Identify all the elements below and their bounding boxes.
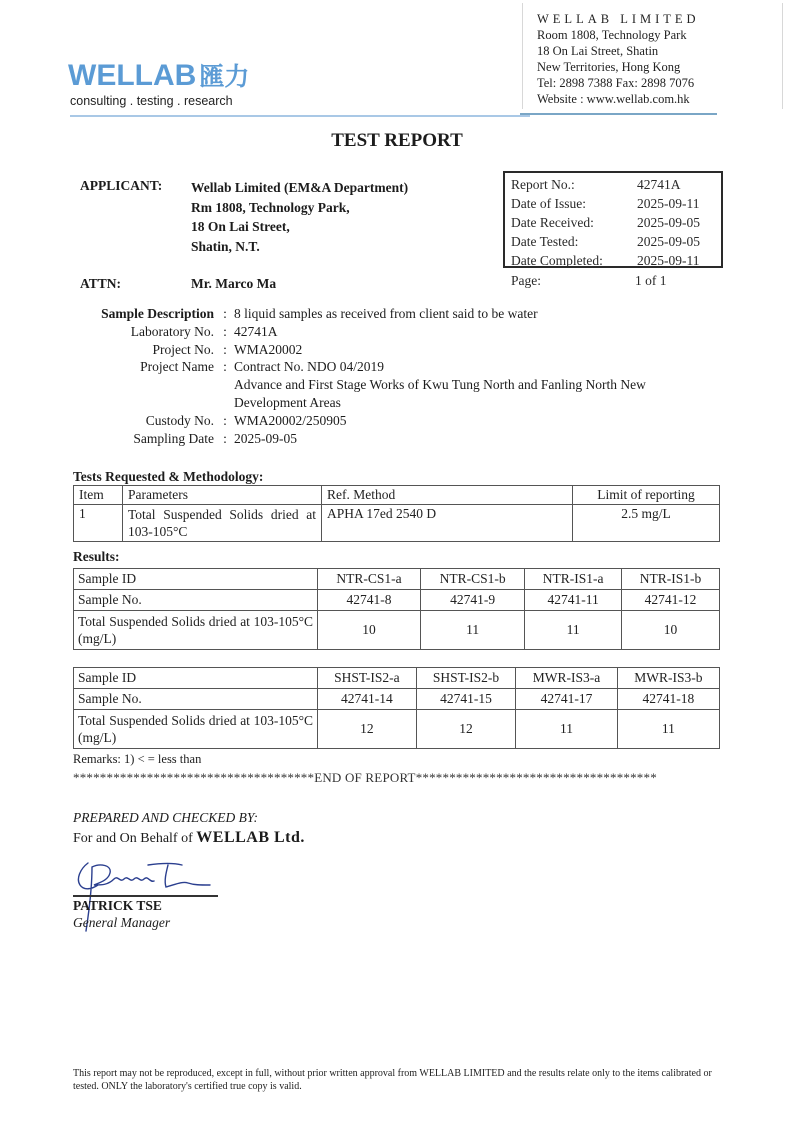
report-info-row: Date Completed: 2025-09-11 [511, 253, 700, 268]
sample-info-row: Project No. : WMA20002 [152, 341, 303, 357]
sample-info-row: Sampling Date : 2025-09-05 [133, 430, 297, 446]
limit-cell: 2.5 mg/L [573, 505, 720, 542]
sample-info-row: Sample Description : 8 liquid samples as received from client said to be water [101, 306, 538, 321]
table-row [74, 668, 720, 689]
tss-value-cell: 12 [416, 710, 516, 749]
applicant-line: Rm 1808, Technology Park, [191, 199, 350, 215]
sample-id-cell: SHST-IS2-b [416, 668, 516, 689]
applicant-line: Shatin, N.T. [191, 238, 260, 254]
tss-value-cell: 12 [318, 710, 417, 749]
table-row [74, 590, 720, 611]
row-label: Sample No. [74, 590, 318, 611]
sample-no-cell: 42741-17 [516, 689, 617, 710]
contact-line: Tel: 2898 7388 Fax: 2898 7076 [537, 76, 695, 90]
sample-id-cell: NTR-CS1-b [421, 569, 525, 590]
applicant-line: Wellab Limited (EM&A Department) [191, 180, 409, 195]
tss-value-cell: 10 [622, 611, 720, 650]
sample-no-cell: 42741-14 [318, 689, 417, 710]
sample-info-row: Project Name : Contract No. NDO 04/2019 [140, 359, 384, 375]
sample-id-cell: NTR-IS1-a [525, 569, 622, 590]
sample-no-cell: 42741-8 [318, 590, 421, 611]
results-table-2 [73, 667, 720, 749]
website-line: Website : www.wellab.com.hk [537, 92, 690, 106]
end-of-report: ************************************END OF REPORT************************************ [73, 770, 657, 785]
signature-line [73, 895, 218, 897]
results-table-1 [73, 568, 720, 650]
table-row [74, 505, 720, 542]
sample-id-cell: MWR-IS3-a [516, 668, 617, 689]
table-row [74, 710, 720, 749]
sample-no-cell: 42741-18 [617, 689, 719, 710]
tss-value-cell: 11 [617, 710, 719, 749]
column-header: Parameters [123, 486, 322, 505]
sample-no-cell: 42741-15 [416, 689, 516, 710]
report-info-row: Date of Issue: 2025-09-11 [511, 196, 700, 211]
row-label: Total Suspended Solids dried at 103-105°C (mg/L) [74, 710, 318, 749]
attn-label: ATTN: [80, 276, 122, 291]
table-row [74, 689, 720, 710]
address-divider [520, 113, 717, 115]
table-row [74, 569, 720, 590]
tests-table [73, 485, 720, 542]
sample-info [84, 305, 714, 447]
row-label: Sample ID [74, 569, 318, 590]
tss-value-cell: 11 [516, 710, 617, 749]
applicant-label: APPLICANT: [80, 178, 163, 193]
tss-value-cell: 11 [525, 611, 622, 650]
sample-no-cell: 42741-12 [622, 590, 720, 611]
row-label: Sample ID [74, 668, 318, 689]
sample-id-cell: NTR-IS1-b [622, 569, 720, 590]
logo-tagline: consulting . testing . research [70, 94, 233, 108]
applicant-address [191, 178, 408, 256]
column-header: Limit of reporting [573, 486, 720, 505]
page-title: TEST REPORT [331, 130, 463, 151]
sample-id-cell: MWR-IS3-b [617, 668, 719, 689]
table-header-row [74, 486, 720, 505]
company-address-block [537, 11, 700, 107]
signer-name: PATRICK TSE [73, 898, 162, 913]
sample-id-cell: SHST-IS2-a [318, 668, 417, 689]
remarks: Remarks: 1) < = less than [73, 752, 202, 766]
row-label: Sample No. [74, 689, 318, 710]
company-name: WELLAB LIMITED [537, 12, 700, 26]
report-info-row: Date Tested: 2025-09-05 [511, 234, 700, 249]
sample-info-row: Custody No. : WMA20002/250905 [145, 412, 347, 428]
address-box-right-edge [782, 3, 783, 109]
results-heading: Results: [73, 549, 120, 564]
footer-disclaimer: This report may not be reproduced, except in full, without prior written approval from WELLAB LIMITED and the results relate only to the items calibrated or tested. ONLY the laboratory's certified true copy is valid. [73, 1068, 712, 1092]
sample-info-row: Laboratory No. : 42741A [130, 323, 278, 339]
report-info-box [503, 171, 723, 268]
logo-text: WELLAB [68, 59, 197, 92]
tss-value-cell: 10 [318, 611, 421, 650]
sample-no-cell: 42741-11 [525, 590, 622, 611]
method-cell: APHA 17ed 2540 D [322, 505, 573, 542]
row-label: Total Suspended Solids dried at 103-105°C (mg/L) [74, 611, 318, 650]
address-line: New Territories, Hong Kong [537, 60, 681, 74]
header-divider [70, 115, 530, 117]
tests-heading: Tests Requested & Methodology: [73, 469, 264, 484]
on-behalf-line: For and On Behalf of WELLAB Ltd. [73, 829, 305, 846]
column-header: Ref. Method [322, 486, 573, 505]
address-box-left-edge [522, 3, 523, 109]
sample-info-row: Advance and First Stage Works of Kwu Tung North and Fanling North New Development Areas [234, 377, 646, 410]
prepared-by-label: PREPARED AND CHECKED BY: [73, 810, 258, 825]
logo-cjk-text: 匯力 [199, 63, 250, 91]
sample-id-cell: NTR-CS1-a [318, 569, 421, 590]
parameter-cell: Total Suspended Solids dried at 103-105°C [123, 505, 322, 542]
address-line: Room 1808, Technology Park [537, 28, 687, 42]
report-info-row: Report No.: 42741A [511, 177, 681, 192]
attn-value: Mr. Marco Ma [191, 276, 277, 291]
sample-no-cell: 42741-9 [421, 590, 525, 611]
report-info-row: Date Received: 2025-09-05 [511, 215, 700, 230]
applicant-line: 18 On Lai Street, [191, 219, 290, 234]
item-cell: 1 [74, 505, 123, 542]
address-line: 18 On Lai Street, Shatin [537, 44, 659, 58]
signer-title: General Manager [73, 915, 171, 930]
tss-value-cell: 11 [421, 611, 525, 650]
table-row [74, 611, 720, 650]
column-header: Item [74, 486, 123, 505]
company-logo [68, 60, 249, 93]
page-number: Page: 1 of 1 [511, 273, 667, 288]
